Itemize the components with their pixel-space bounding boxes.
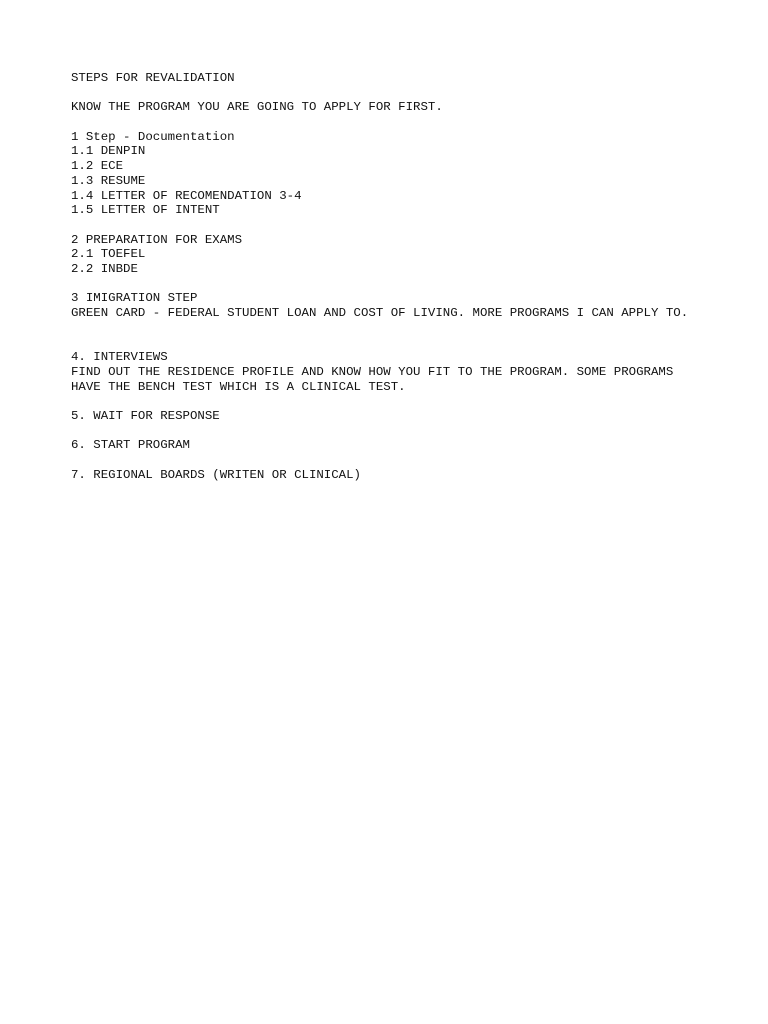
spacer (71, 86, 731, 101)
step1-item: 1.3 RESUME (71, 173, 146, 188)
document-title: STEPS FOR REVALIDATION (71, 71, 235, 85)
step2-heading: 2 PREPARATION FOR EXAMS (71, 232, 243, 247)
step1-item: 1.2 ECE (71, 159, 124, 174)
spacer (71, 453, 731, 468)
document-body (71, 71, 731, 483)
step4-heading: 4. INTERVIEWS (71, 350, 168, 365)
step1-heading: 1 Step - Documentation (71, 129, 235, 144)
step2-item: 2.2 INBDE (71, 262, 138, 277)
step3-heading: 3 IMIGRATION STEP (71, 291, 198, 306)
intro-text: KNOW THE PROGRAM YOU ARE GOING TO APPLY FOR FIRST. (71, 100, 443, 115)
spacer (71, 218, 731, 233)
spacer (71, 115, 731, 130)
step4-text-line: HAVE THE BENCH TEST WHICH IS A CLINICAL TEST. (71, 379, 406, 394)
step1-item: 1.4 LETTER OF RECOMENDATION 3-4 (71, 188, 302, 203)
spacer (71, 394, 731, 409)
spacer (71, 321, 731, 350)
step7-text: 7. REGIONAL BOARDS (WRITEN OR CLINICAL) (71, 467, 361, 482)
step4-text-line: FIND OUT THE RESIDENCE PROFILE AND KNOW HOW YOU FIT TO THE PROGRAM. SOME PROGRAMS (71, 364, 674, 379)
step1-item: 1.1 DENPIN (71, 144, 146, 159)
spacer (71, 277, 731, 292)
spacer (71, 424, 731, 439)
step6-text: 6. START PROGRAM (71, 438, 190, 453)
step3-text: GREEN CARD - FEDERAL STUDENT LOAN AND COST OF LIVING. MORE PROGRAMS I CAN APPLY TO. (71, 306, 689, 321)
step5-text: 5. WAIT FOR RESPONSE (71, 409, 220, 424)
step2-item: 2.1 TOEFEL (71, 247, 146, 262)
step1-item: 1.5 LETTER OF INTENT (71, 203, 220, 218)
